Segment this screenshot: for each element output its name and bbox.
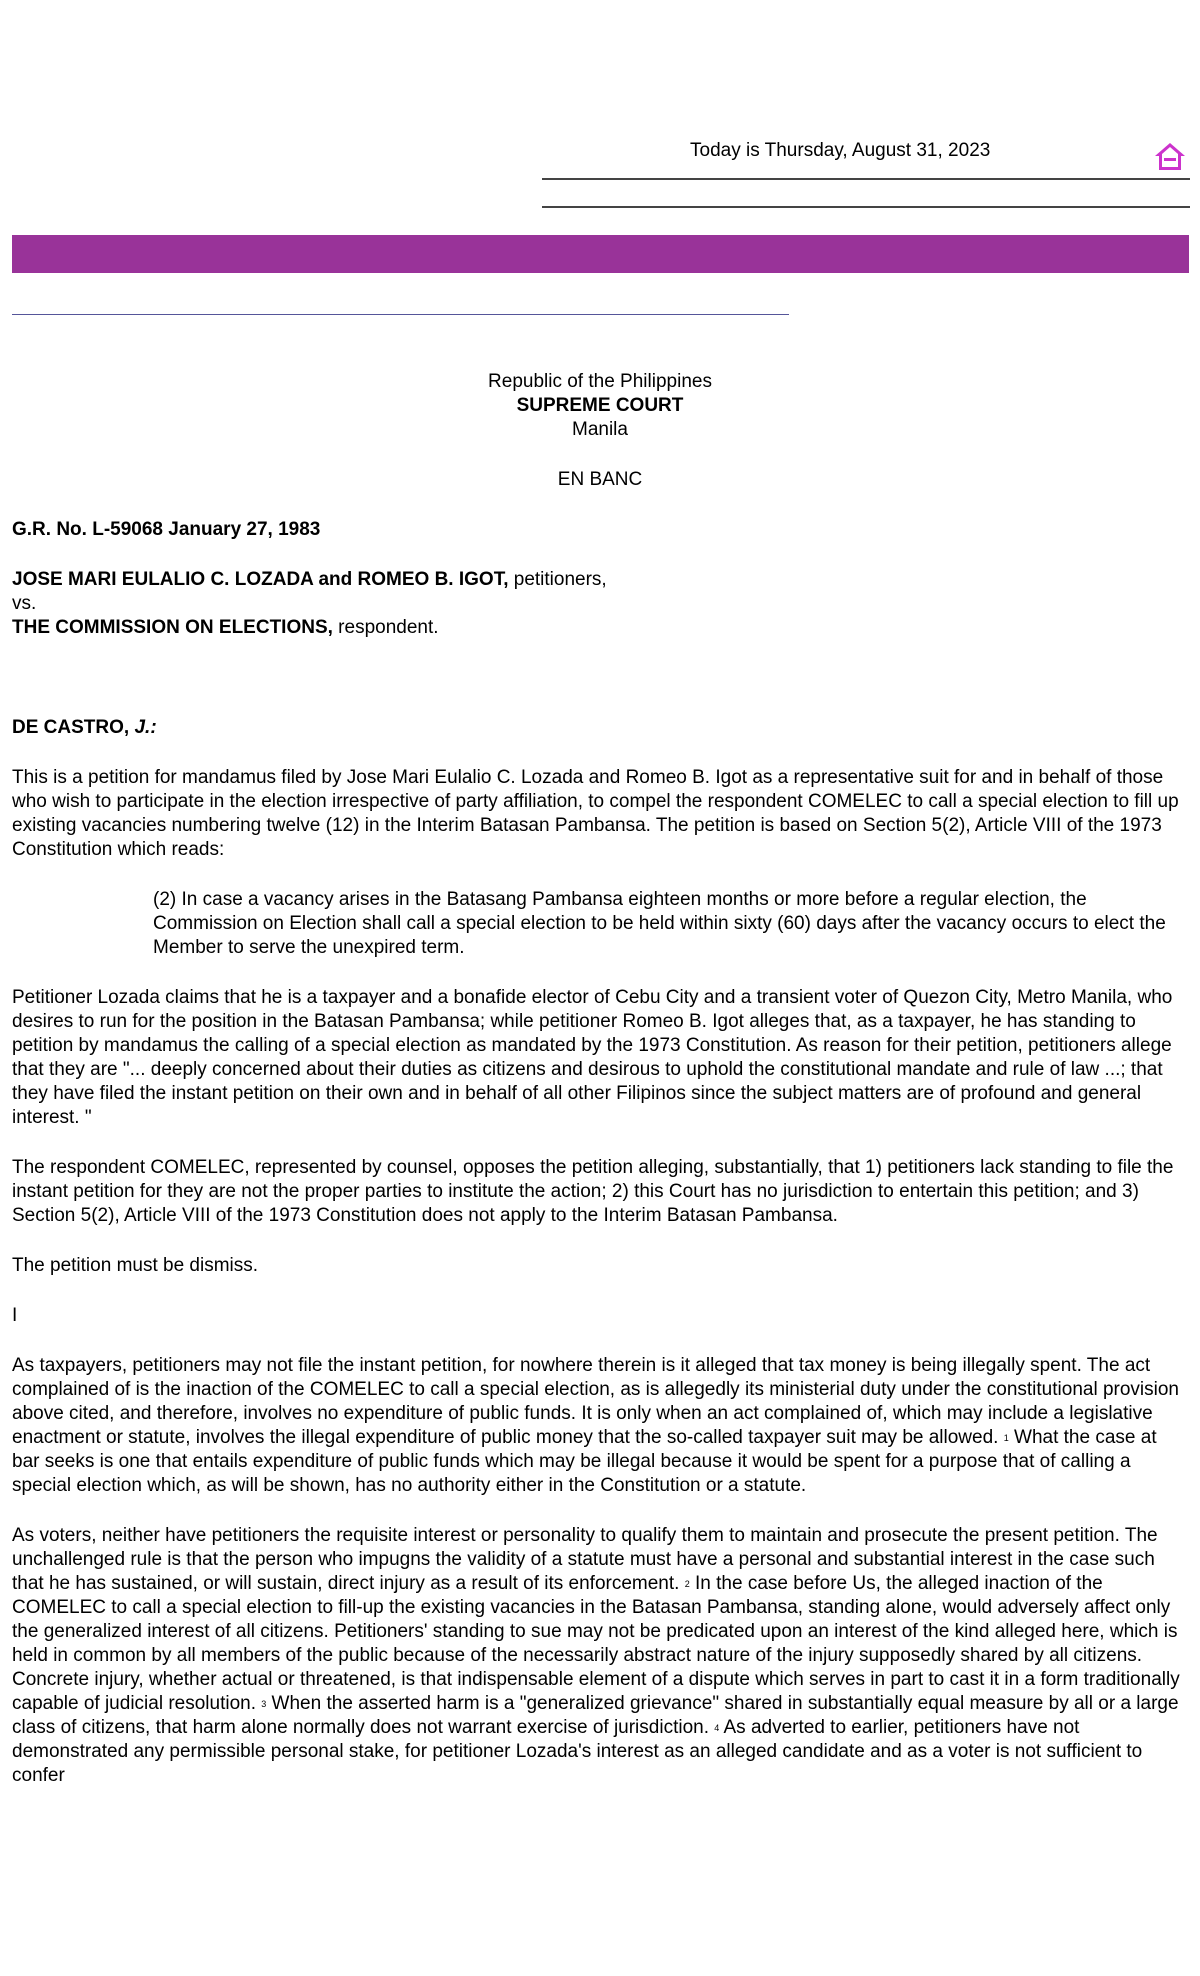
paragraph-1: This is a petition for mandamus filed by Jose Mari Eulalio C. Lozada and Romeo B. Igot as a representative suit for and in behalf of those who wish to participate in the election irrespective of party affiliation, to compel the respondent COMELEC to call a special election to fill up existing vacancies numbering twelve (12) in the Interim Batasan Pambansa. The petition is based on Section 5(2), Article VIII of the 1973 Constitution which reads: [12, 767, 1179, 860]
footnote-link-1[interactable]: 1 [1003, 1433, 1009, 1443]
paragraph-6-text-cont3: As adverted to earlier, petitioners have not demonstrated any permissible personal stake, for petitioner Lozada's interest as an alleged candidate and as a voter is not sufficient to confer [12, 1717, 1143, 1786]
ponente-name: DE CASTRO, [12, 717, 130, 738]
paragraph-5-text-cont: What the case at bar seeks is one that entails expenditure of public funds which may be illegal because it would be spent for a purpose that of calling a special election which, as will be shown, has no authority either in the Constitution or a statute. [12, 1427, 1157, 1496]
court-city: Manila [572, 419, 628, 440]
home-icon[interactable] [1153, 140, 1187, 174]
footnote-link-3[interactable]: 3 [261, 1699, 267, 1709]
footnote-link-2[interactable]: 2 [684, 1579, 690, 1589]
respondent-name: THE COMMISSION ON ELECTIONS, [12, 617, 333, 638]
header-banner [12, 235, 1189, 273]
paragraph-4: The petition must be dismiss. [12, 1255, 259, 1276]
versus: vs. [12, 593, 37, 614]
header-divider-bottom [542, 206, 1190, 208]
paragraph-5 [12, 1354, 1188, 1498]
quoted-provision: (2) In case a vacancy arises in the Batasang Pambansa eighteen months or more before a regular election, the Commission on Election shall call a special election to be held within sixty (60) days after the vacancy occurs to elect the Member to serve the unexpired term. [153, 889, 1166, 958]
division: EN BANC [557, 469, 643, 490]
case-parties [12, 568, 1188, 640]
paragraph-5-text: As taxpayers, petitioners may not file the instant petition, for nowhere therein is it alleged that tax money is being illegally spent. The act complained of is the inaction of the COMELEC to call a special election, as is allegedly its ministerial duty under the constitutional provision above cited, and therefore, involves no expenditure of public funds. It is only when an act complained of, which may include a legislative enactment or statute, involves the illegal expenditure of public money that the so-called taxpayer suit may be allowed. [12, 1355, 1179, 1448]
today-date: Today is Thursday, August 31, 2023 [690, 140, 991, 161]
paragraph-6-text-cont2: When the asserted harm is a "generalized grievance" shared in substantially equal measure by all or a large class of citizens, that harm alone normally does not warrant exercise of jurisdiction. [12, 1693, 1179, 1738]
petitioners-role: petitioners, [508, 569, 607, 590]
decision-body [12, 370, 1188, 1788]
court-name: SUPREME COURT [516, 395, 684, 416]
paragraph-6-text: As voters, neither have petitioners the requisite interest or personality to qualify them to maintain and prosecute the present petition. The unchallenged rule is that the person who impugns the validity of a statute must have a personal and substantial interest in the case such that he has sustained, or will sustain, direct injury as a result of its enforcement. [12, 1525, 1158, 1594]
header-divider-top [542, 178, 1190, 180]
footnote-link-4[interactable]: 4 [714, 1723, 720, 1733]
respondent-role: respondent. [332, 617, 439, 638]
petitioners-names: JOSE MARI EULALIO C. LOZADA and ROMEO B. IGOT, [12, 569, 509, 590]
paragraph-3: The respondent COMELEC, represented by counsel, opposes the petition alleging, substantially, that 1) petitioners lack standing to file the instant petition for they are not the proper parties to institute the action; 2) this Court has no jurisdiction to entertain this petition; and 3) Section 5(2), Article VIII of the 1973 Constitution does not apply to the Interim Batasan Pambansa. [12, 1157, 1174, 1226]
case-number: G.R. No. L-59068 January 27, 1983 [12, 519, 321, 540]
paragraph-2: Petitioner Lozada claims that he is a taxpayer and a bonafide elector of Cebu City and a transient voter of Quezon City, Metro Manila, who desires to run for the position in the Batasan Pambansa; while petitioner Romeo B. Igot alleges that, as a taxpayer, he has standing to petition by mandamus the calling of a special election as mandated by the 1973 Constitution. As reason for their petition, petitioners allege that they are "... deeply concerned about their duties as citizens and desirous to uphold the constitutional mandate and rule of law ...; that they have filed the instant petition on their own and in behalf of all other Filipinos since the subject matters are of profound and general interest. " [12, 987, 1173, 1128]
content-divider [12, 314, 789, 315]
paragraph-6-text-cont: In the case before Us, the alleged inaction of the COMELEC to call a special election to fill-up the existing vacancies in the Batasan Pambansa, standing alone, would adversely affect only the generalized interest of all citizens. Petitioners' standing to sue may not be predicated upon an interest of the kind alleged here, which is held in common by all members of the public because of the necessarily abstract nature of the injury supposedly shared by all citizens. Concrete injury, whether actual or threatened, is that indispensable element of a dispute which serves in part to cast it in a form traditionally capable of judicial resolution. [12, 1573, 1180, 1714]
ponente [12, 716, 1188, 740]
court-heading [12, 370, 1188, 492]
section-heading: I [12, 1305, 18, 1326]
ponente-title: J.: [134, 717, 157, 738]
paragraph-6 [12, 1524, 1188, 1788]
republic-line: Republic of the Philippines [488, 371, 712, 392]
